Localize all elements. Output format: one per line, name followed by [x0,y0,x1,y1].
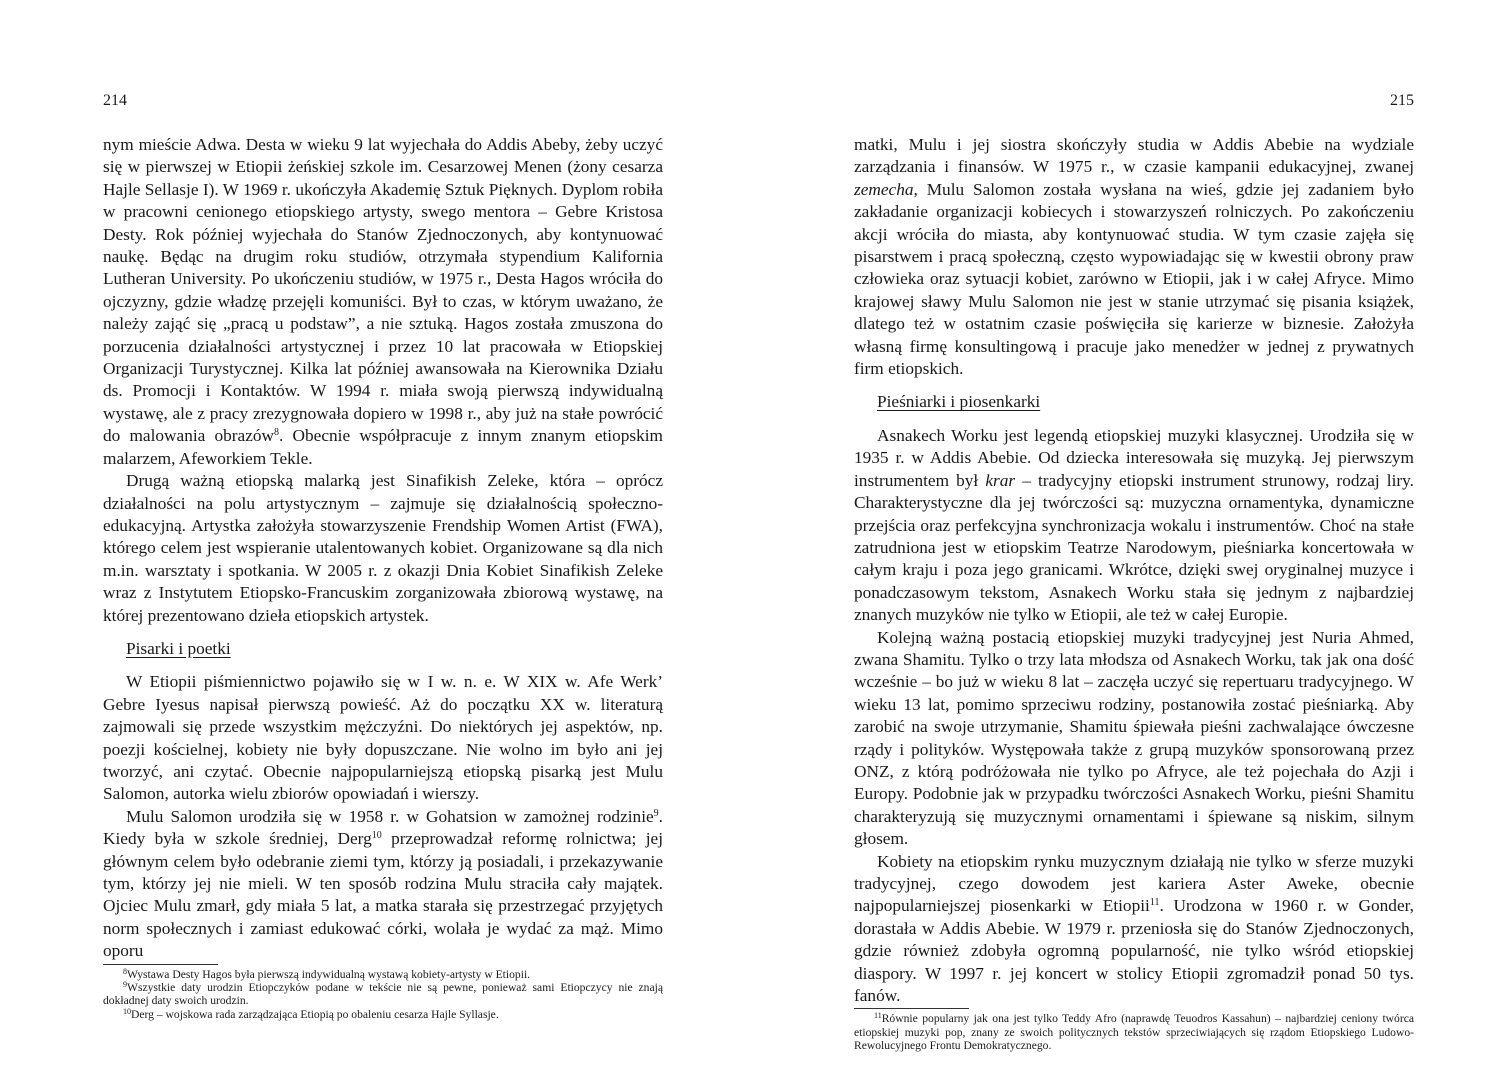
paragraph-text: matki, Mulu i jej siostra skończyły studia w Addis Abebie na wydziale zarządzania i finansów. W 1975 r., w czasie kampanii edukacyjnej, zwanej [854,135,1414,177]
paragraph-text: . Obecnie współpracuje z innym znanym etiopskim malarzem, Afeworkiem Tekle. [103,426,663,468]
footnote-ref: 11 [1149,897,1160,909]
paragraph: W Etiopii piśmiennictwo pojawiło się w I w. n. e. W XIX w. Afe Werk’ Gebre Iyesus napisał pierwszą powieść. Aż do początku XX w. literaturą zajmowali się przede wszystkim mężczyźni. Do niektórych jej aspektów, np. poezji kościelnej, kobiety nie były dopuszczane. Nie wolno im było ani jej tworzyć, ani czytać. Obecnie najpopularniejszą etiopską pisarką jest Mulu Salomon, autorka wielu zbiorów opowiadań i wierszy. [103,672,663,804]
italic-term: zemecha [854,179,914,199]
page-number: 215 [1390,92,1414,109]
footnote [854,1012,1414,1052]
paragraph [103,134,663,470]
footnote-ref: 8 [274,427,280,439]
paragraph: Kolejną ważną postacią etiopskiej muzyki tradycyjnej jest Nuria Ahmed, zwana Shamitu. Tylko o trzy lata młodsza od Asnakech Worku, tak jak ona dość wcześnie – bo już w wieku 8 lat – zaczęła uczyć się repertuaru tradycyjnego. W wieku 13 lat, pomimo sprzeciwu rodziny, postanowiła zostać pieśniarką. Aby zarobić na swoje utrzymanie, Shamitu śpiewała pieśni zachwalające ówczesne rządy i polityków. Występowała także z grupą muzyków sponsorowaną przez ONZ, z którą podróżowała nie tylko po Afryce, ale też pojechała do Azji i Europy. Podobnie jak w przypadku twórczości Asnakech Worku, pieśni Shamitu charakteryzują się muzycznymi ornamentami i śpiewane są niskim, silnym głosem. [854,627,1414,849]
footnote [103,1008,663,1021]
footnote-mark: 10 [123,1006,131,1016]
paragraph-text: – tradycyjny etiopski instrument strunowy, rodzaj liry. Charakterystyczne dla jej twórczości są: muzyczna ornamentyka, dynamiczne przejścia oraz perfekcyjna synchronizacja wokalu i instrumentów. Choć na stałe zatrudniona jest w etiopskim Teatrze Narodowym, pieśniarka koncertowała w całym kraju i poza jego granicami. Wkrótce, dzięki swej oryginalnej muzyce i ponadczasowym tekstom, Asnakech Worku stała się jednym z najbardziej znanych muzyków nie tylko w Etiopii, ale też w całej Europie. [854,470,1414,625]
paragraph-text: przeprowadzał reformę rolnictwa; jej głównym celem było odebranie ziemi tym, którzy ją posiadali, i przekazywanie tym, którzy jej nie mieli. W ten sposób rodzina Mulu straciła cały majątek. Ojciec Mulu zmarł, gdy miała 5 lat, a matka starała się przestrzegać przyjętych norm społecznych i zamiast edukować córki, wolała je wydać za mąż. Mimo oporu [103,829,663,961]
footnote-text: Równie popularny jak ona jest tylko Teddy Afro (naprawdę Teuodros Kassahun) – najbardziej ceniony twórca etiopskiej muzyki pop, znany ze swoich politycznych tekstów sprzeciwiających się rządom Etiopskiego Ludowo-Rewolucyjnego Frontu Demokratycznego. [854,1012,1414,1053]
footnote-mark: 11 [874,1011,882,1021]
footnote-mark: 8 [123,966,127,976]
paragraph-text: Mulu Salomon urodziła się w 1958 r. w Gohatsion w zamożnej rodzinie [126,806,654,826]
footnote-text: Derg – wojskowa rada zarządzająca Etiopią po obaleniu cesarza Hajle Syllasje. [131,1007,499,1021]
paragraph [103,806,663,963]
footnotes [854,1012,1414,1052]
paragraph [854,851,1414,1008]
paragraph [854,425,1414,627]
footnote [103,968,663,981]
footnotes [103,968,663,1021]
footnote-text: Wystawa Desty Hagos była pierwszą indywidualną wystawą kobiety-artysty w Etiopii. [127,967,531,981]
page-number: 214 [103,92,127,109]
page-body [854,134,1414,1052]
footnote-text: Wszystkie daty urodzin Etiopczyków podane w tekście nie są pewne, ponieważ sami Etiopczycy nie znają dokładnej daty swoich urodzin. [103,980,663,1008]
section-heading: Pisarki i poetki [126,638,231,658]
paragraph-text: Asnakech Worku jest legendą etiopskiej muzyki klasycznej. Urodziła się w 1935 r. w Addis Abebie. Od dziecka interesowała się muzyką. Jej pierwszym instrumentem był [854,425,1414,490]
paragraph: Drugą ważną etiopską malarką jest Sinafikish Zeleke, która – oprócz działalności na polu artystycznym – zajmuje się działalnością społeczno-edukacyjną. Artystka założyła stowarzyszenie Frendship Women Artist (FWA), którego celem jest wspieranie utalentowanych kobiet. Organizowane są dla nich m.in. warsztaty i spotkania. W 2005 r. z okazji Dnia Kobiet Sinafikish Zeleke wraz z Instytutem Etiopsko-Francuskim zorganizowała zbiorową wystawę, na której prezentowano dzieła etiopskich artystek. [103,471,663,625]
italic-term: krar [985,470,1016,490]
paragraph-text: nym mieście Adwa. Desta w wieku 9 lat wyjechała do Addis Abeby, żeby uczyć się w pierwszej w Etiopii żeńskiej szkole im. Cesarzowej Menen (żony cesarza Hajle Sellasje I). W 1969 r. ukończyła Akademię Sztuk Pięknych. Dyplom robiła w pracowni cenionego etiopskiego artysty, swego mentora – Gebre Kristosa Desty. Rok później wyjechała do Stanów Zjednoczonych, aby kontynuować naukę. Będąc na drugim roku studiów, otrzymała stypendium Kalifornia Lutheran University. Po ukończeniu studiów, w 1975 r., Desta Hagos wróciła do ojczyzny, gdzie władzę przejęli komuniści. Był to czas, w którym uważano, że należy zająć się „pracą u podstaw”, a nie sztuką. Hagos została zmuszona do porzucenia działalności artystycznej i przez 10 lat pracowała w Etiopskiej Organizacji Turystycznej. Kilka lat później awansowała na Kierownika Działu ds. Promocji i Kontaktów. W 1994 r. miała swoją pierwszą indywidualną wystawę, ale z pracy zrezygnowała dopiero w 1998 r., aby już na stałe powrócić do malowania obrazów [103,135,663,446]
paragraph-text: . Urodzona w 1960 r. w Gonder, dorastała w Addis Abebie. W 1979 r. przeniosła się do Stanów Zjednoczonych, gdzie również zdobyła ogromną popularność, nie tylko wśród etiopskiej diaspory. W 1997 r. jej koncert w stolicy Etiopii zgromadził ponad 50 tys. fanów. [854,896,1414,1006]
paragraph [854,134,1414,380]
paragraph-text: . Kiedy była w szkole średniej, Derg [103,806,663,849]
footnote [103,981,663,1008]
footnote-rule [103,964,218,965]
paragraph-text: Kobiety na etiopskim rynku muzycznym działają nie tylko w sferze muzyki tradycyjnej, czego dowodem jest kariera Aster Aweke, obecnie najpopularniejszej piosenkarki w Etiopii [854,851,1414,916]
paragraph-text: , Mulu Salomon została wysłana na wieś, gdzie jej zadaniem było zakładanie organizacji kobiecych i stowarzyszeń rolniczych. Po zakończeniu akcji wróciła do miasta, aby kontynuować studia. W tym czasie zajęła się pisarstwem i pracą społeczną, często wypowiadając się w kwestii obrony praw człowieka oraz sytuacji kobiet, zarówno w Etiopii, jak i w całej Afryce. Mimo krajowej sławy Mulu Salomon nie jest w stanie utrzymać się pisania książek, dlatego też w ostatnim czasie poświęciła się karierze w biznesie. Założyła własną firmę konsultingową i pracuje jako menedżer w jednej z prywatnych firm etiopskich. [854,179,1414,379]
section-heading: Pieśniarki i piosenkarki [877,392,1041,412]
footnote-rule [854,1008,969,1009]
footnote-mark: 9 [123,979,127,989]
page-body [103,134,663,1021]
footnote-ref: 10 [371,830,382,842]
footnote-ref: 9 [653,807,659,819]
